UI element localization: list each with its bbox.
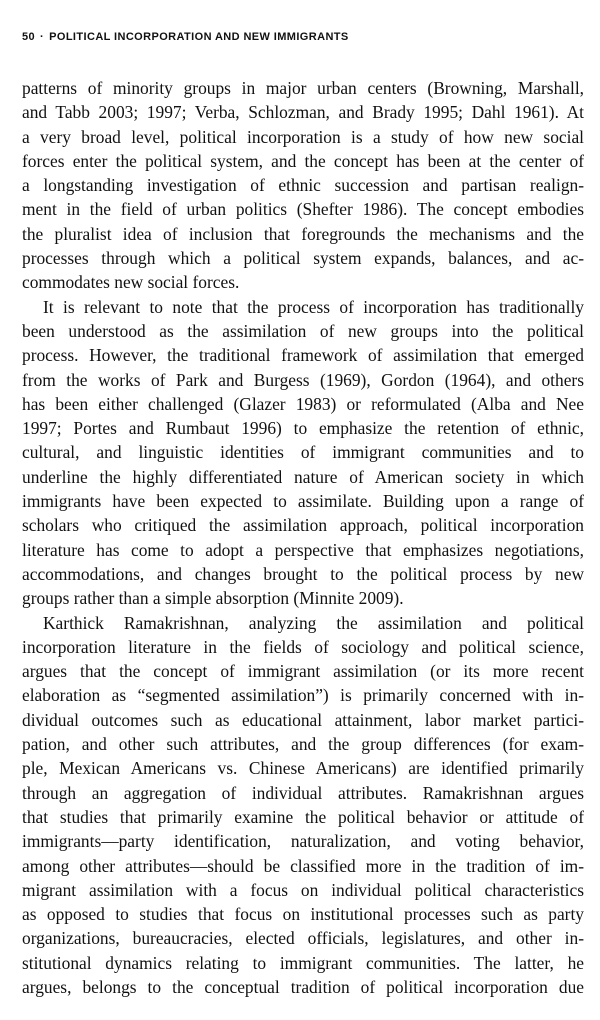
running-head-title: POLITICAL INCORPORATION AND NEW IMMIGRANTS: [49, 31, 349, 43]
text-line: that studies that primarily examine the political behavior or attitude of: [22, 806, 584, 827]
text-line: immigrants—party identification, naturalization, and voting behavior,: [22, 831, 584, 852]
text-line: migrant assimilation with a focus on individual political characteristics: [22, 879, 584, 900]
text-line: organizations, bureaucracies, elected officials, legislatures, and other in-: [22, 928, 584, 949]
text-line: pation, and other such attributes, and the group differences (for exam-: [22, 734, 584, 755]
text-line: ple, Mexican Americans vs. Chinese Americans) are identified primarily: [22, 758, 584, 779]
paragraph-1: [22, 76, 584, 295]
text-line: been understood as the assimilation of new groups into the political: [22, 320, 584, 341]
text-line: 1997; Portes and Rumbaut 1996) to emphasize the retention of ethnic,: [22, 418, 584, 439]
text-line: through an aggregation of individual attributes. Ramakrishnan argues: [22, 782, 584, 803]
text-line: process. However, the traditional framework of assimilation that emerged: [22, 345, 584, 366]
text-line: from the works of Park and Burgess (1969), Gordon (1964), and others: [22, 369, 584, 390]
text-line: It is relevant to note that the process of incorporation has traditionally: [43, 296, 584, 317]
text-line: forces enter the political system, and the concept has been at the center of: [22, 150, 584, 171]
text-line: scholars who critiqued the assimilation approach, political incorporation: [22, 515, 584, 536]
text-line: a longstanding investigation of ethnic succession and partisan realign-: [22, 175, 584, 196]
text-line: groups rather than a simple absorption (Minnite 2009).: [22, 588, 404, 609]
text-line: dividual outcomes such as educational attainment, labor market partici-: [22, 709, 584, 730]
running-head: [22, 31, 349, 43]
text-line: argues that the concept of immigrant assimilation (or its more recent: [22, 661, 584, 682]
book-page: [22, 0, 584, 1020]
text-line: the pluralist idea of inclusion that foregrounds the mechanisms and the: [22, 223, 584, 244]
text-line: incorporation literature in the fields of sociology and political science,: [22, 636, 584, 657]
text-line: ment in the field of urban politics (Shefter 1986). The concept embodies: [22, 199, 584, 220]
text-line: elaboration as “segmented assimilation”) is primarily concerned with in-: [22, 685, 584, 706]
text-line: has been either challenged (Glazer 1983) or reformulated (Alba and Nee: [22, 393, 584, 414]
paragraph-2: [22, 295, 584, 611]
running-head-separator: ·: [40, 31, 45, 43]
body-text: [22, 76, 584, 999]
text-line: processes through which a political system expands, balances, and ac-: [22, 248, 584, 269]
page-number: 50: [22, 31, 36, 43]
text-line: a very broad level, political incorporation is a study of how new social: [22, 126, 584, 147]
text-line: as opposed to studies that focus on institutional processes such as party: [22, 904, 584, 925]
text-line: cultural, and linguistic identities of immigrant communities and to: [22, 442, 584, 463]
text-line: underline the highly differentiated nature of American society in which: [22, 466, 584, 487]
text-line: argues, belongs to the conceptual tradition of political incorporation due: [22, 976, 584, 997]
text-line: commodates new social forces.: [22, 272, 240, 293]
text-line: stitutional dynamics relating to immigrant communities. The latter, he: [22, 952, 584, 973]
text-line: immigrants have been expected to assimilate. Building upon a range of: [22, 491, 584, 512]
paragraph-3: [22, 611, 584, 1000]
text-line: literature has come to adopt a perspective that emphasizes negotiations,: [22, 539, 584, 560]
text-line: patterns of minority groups in major urban centers (Browning, Marshall,: [22, 78, 584, 98]
text-line: accommodations, and changes brought to the political process by new: [22, 563, 584, 584]
text-line: Karthick Ramakrishnan, analyzing the assimilation and political: [43, 612, 584, 633]
text-line: among other attributes—should be classified more in the tradition of im-: [22, 855, 584, 876]
text-line: and Tabb 2003; 1997; Verba, Schlozman, and Brady 1995; Dahl 1961). At: [22, 102, 584, 123]
